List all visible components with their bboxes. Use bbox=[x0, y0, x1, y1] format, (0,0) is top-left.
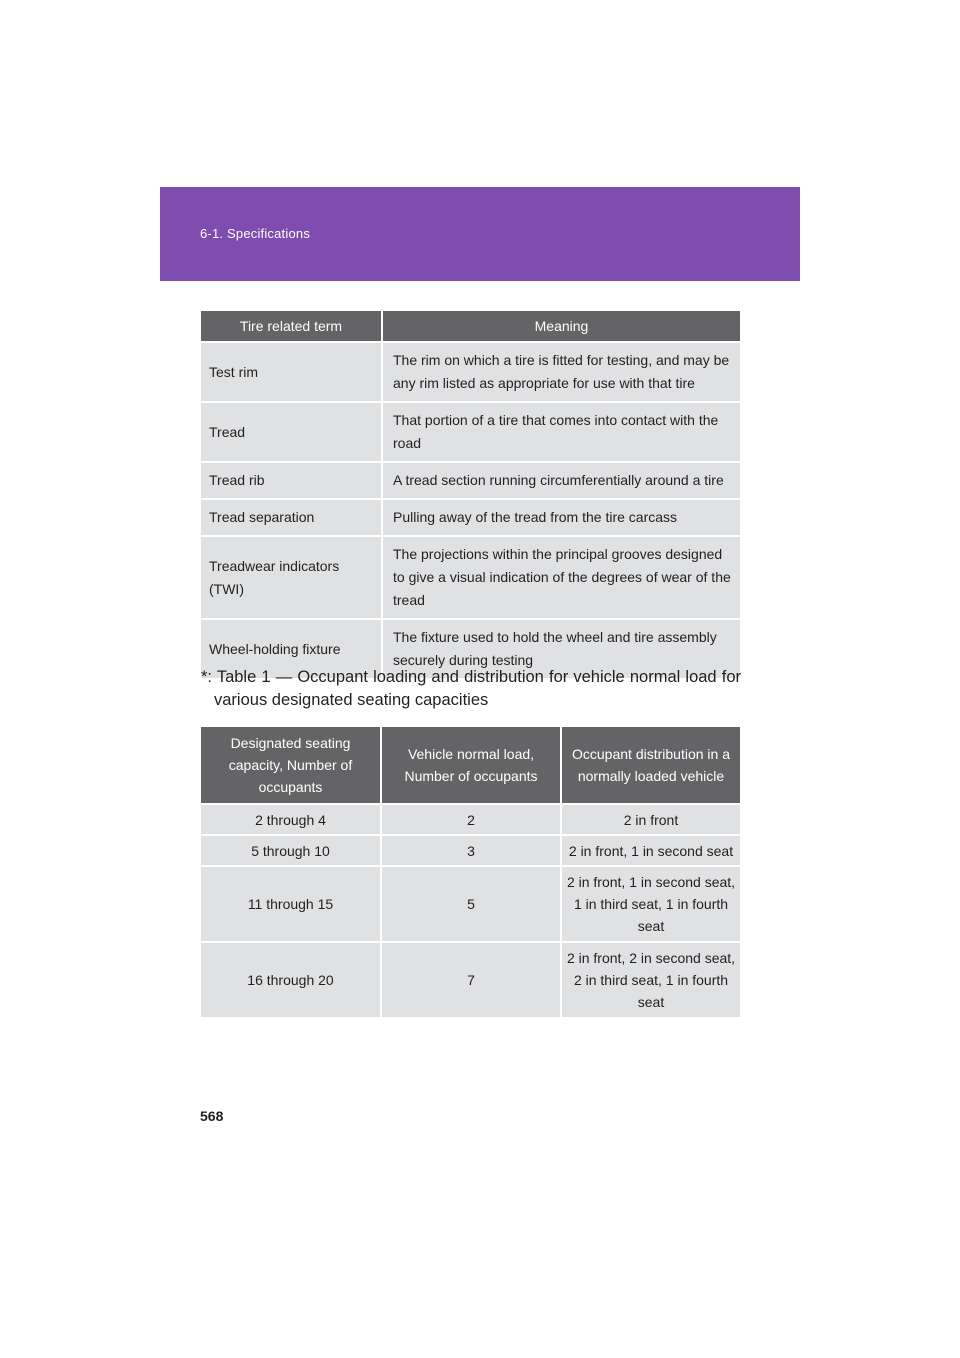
table-row bbox=[201, 536, 741, 619]
term-cell: Treadwear indicators (TWI) bbox=[201, 536, 382, 619]
term-cell: Tread bbox=[201, 402, 382, 462]
table-row bbox=[201, 942, 741, 1018]
distribution-cell: 2 in front bbox=[561, 804, 741, 835]
occupant-loading-table bbox=[201, 727, 742, 1019]
capacity-cell: 11 through 15 bbox=[201, 866, 381, 942]
column-header-meaning: Meaning bbox=[382, 311, 741, 342]
table-row bbox=[201, 402, 741, 462]
table-row bbox=[201, 866, 741, 942]
table-row bbox=[201, 804, 741, 835]
table-row bbox=[201, 462, 741, 499]
column-header-term: Tire related term bbox=[201, 311, 382, 342]
table-row bbox=[201, 499, 741, 536]
capacity-cell: 5 through 10 bbox=[201, 835, 381, 866]
distribution-cell: 2 in front, 1 in second seat, 1 in third seat, 1 in fourth seat bbox=[561, 866, 741, 942]
column-header-normal-load: Vehicle normal load, Number of occupants bbox=[381, 727, 561, 804]
page-number: 568 bbox=[200, 1108, 224, 1124]
meaning-cell: That portion of a tire that comes into contact with the road bbox=[382, 402, 741, 462]
meaning-cell: Pulling away of the tread from the tire carcass bbox=[382, 499, 741, 536]
section-title: 6-1. Specifications bbox=[200, 226, 311, 241]
chapter-header-band bbox=[160, 187, 800, 281]
distribution-cell: 2 in front, 1 in second seat bbox=[561, 835, 741, 866]
table-header-row bbox=[201, 727, 741, 804]
tire-terms-table bbox=[201, 311, 742, 680]
term-cell: Wheel-holding fixture bbox=[201, 619, 382, 679]
meaning-cell: A tread section running circumferentially around a tire bbox=[382, 462, 741, 499]
table-header-row bbox=[201, 311, 741, 342]
meaning-cell: The rim on which a tire is fitted for testing, and may be any rim listed as appropriate for use with that tire bbox=[382, 342, 741, 402]
load-cell: 7 bbox=[381, 942, 561, 1018]
term-cell: Test rim bbox=[201, 342, 382, 402]
term-cell: Tread separation bbox=[201, 499, 382, 536]
table-row bbox=[201, 342, 741, 402]
meaning-cell: The fixture used to hold the wheel and tire assembly securely during testing bbox=[382, 619, 741, 679]
term-cell: Tread rib bbox=[201, 462, 382, 499]
meaning-cell: The projections within the principal grooves designed to give a visual indication of the degrees of wear of the tread bbox=[382, 536, 741, 619]
load-cell: 3 bbox=[381, 835, 561, 866]
load-cell: 5 bbox=[381, 866, 561, 942]
column-header-distribution: Occupant distribution in a normally loaded vehicle bbox=[561, 727, 741, 804]
distribution-cell: 2 in front, 2 in second seat, 2 in third seat, 1 in fourth seat bbox=[561, 942, 741, 1018]
table-footnote bbox=[201, 666, 741, 712]
table-row bbox=[201, 835, 741, 866]
load-cell: 2 bbox=[381, 804, 561, 835]
footnote-line-2: various designated seating capacities bbox=[214, 691, 489, 709]
column-header-capacity: Designated seating capacity, Number of occupants bbox=[201, 727, 381, 804]
capacity-cell: 16 through 20 bbox=[201, 942, 381, 1018]
footnote-line-1: *: Table 1 — Occupant loading and distribution for vehicle normal load for bbox=[201, 668, 741, 686]
capacity-cell: 2 through 4 bbox=[201, 804, 381, 835]
